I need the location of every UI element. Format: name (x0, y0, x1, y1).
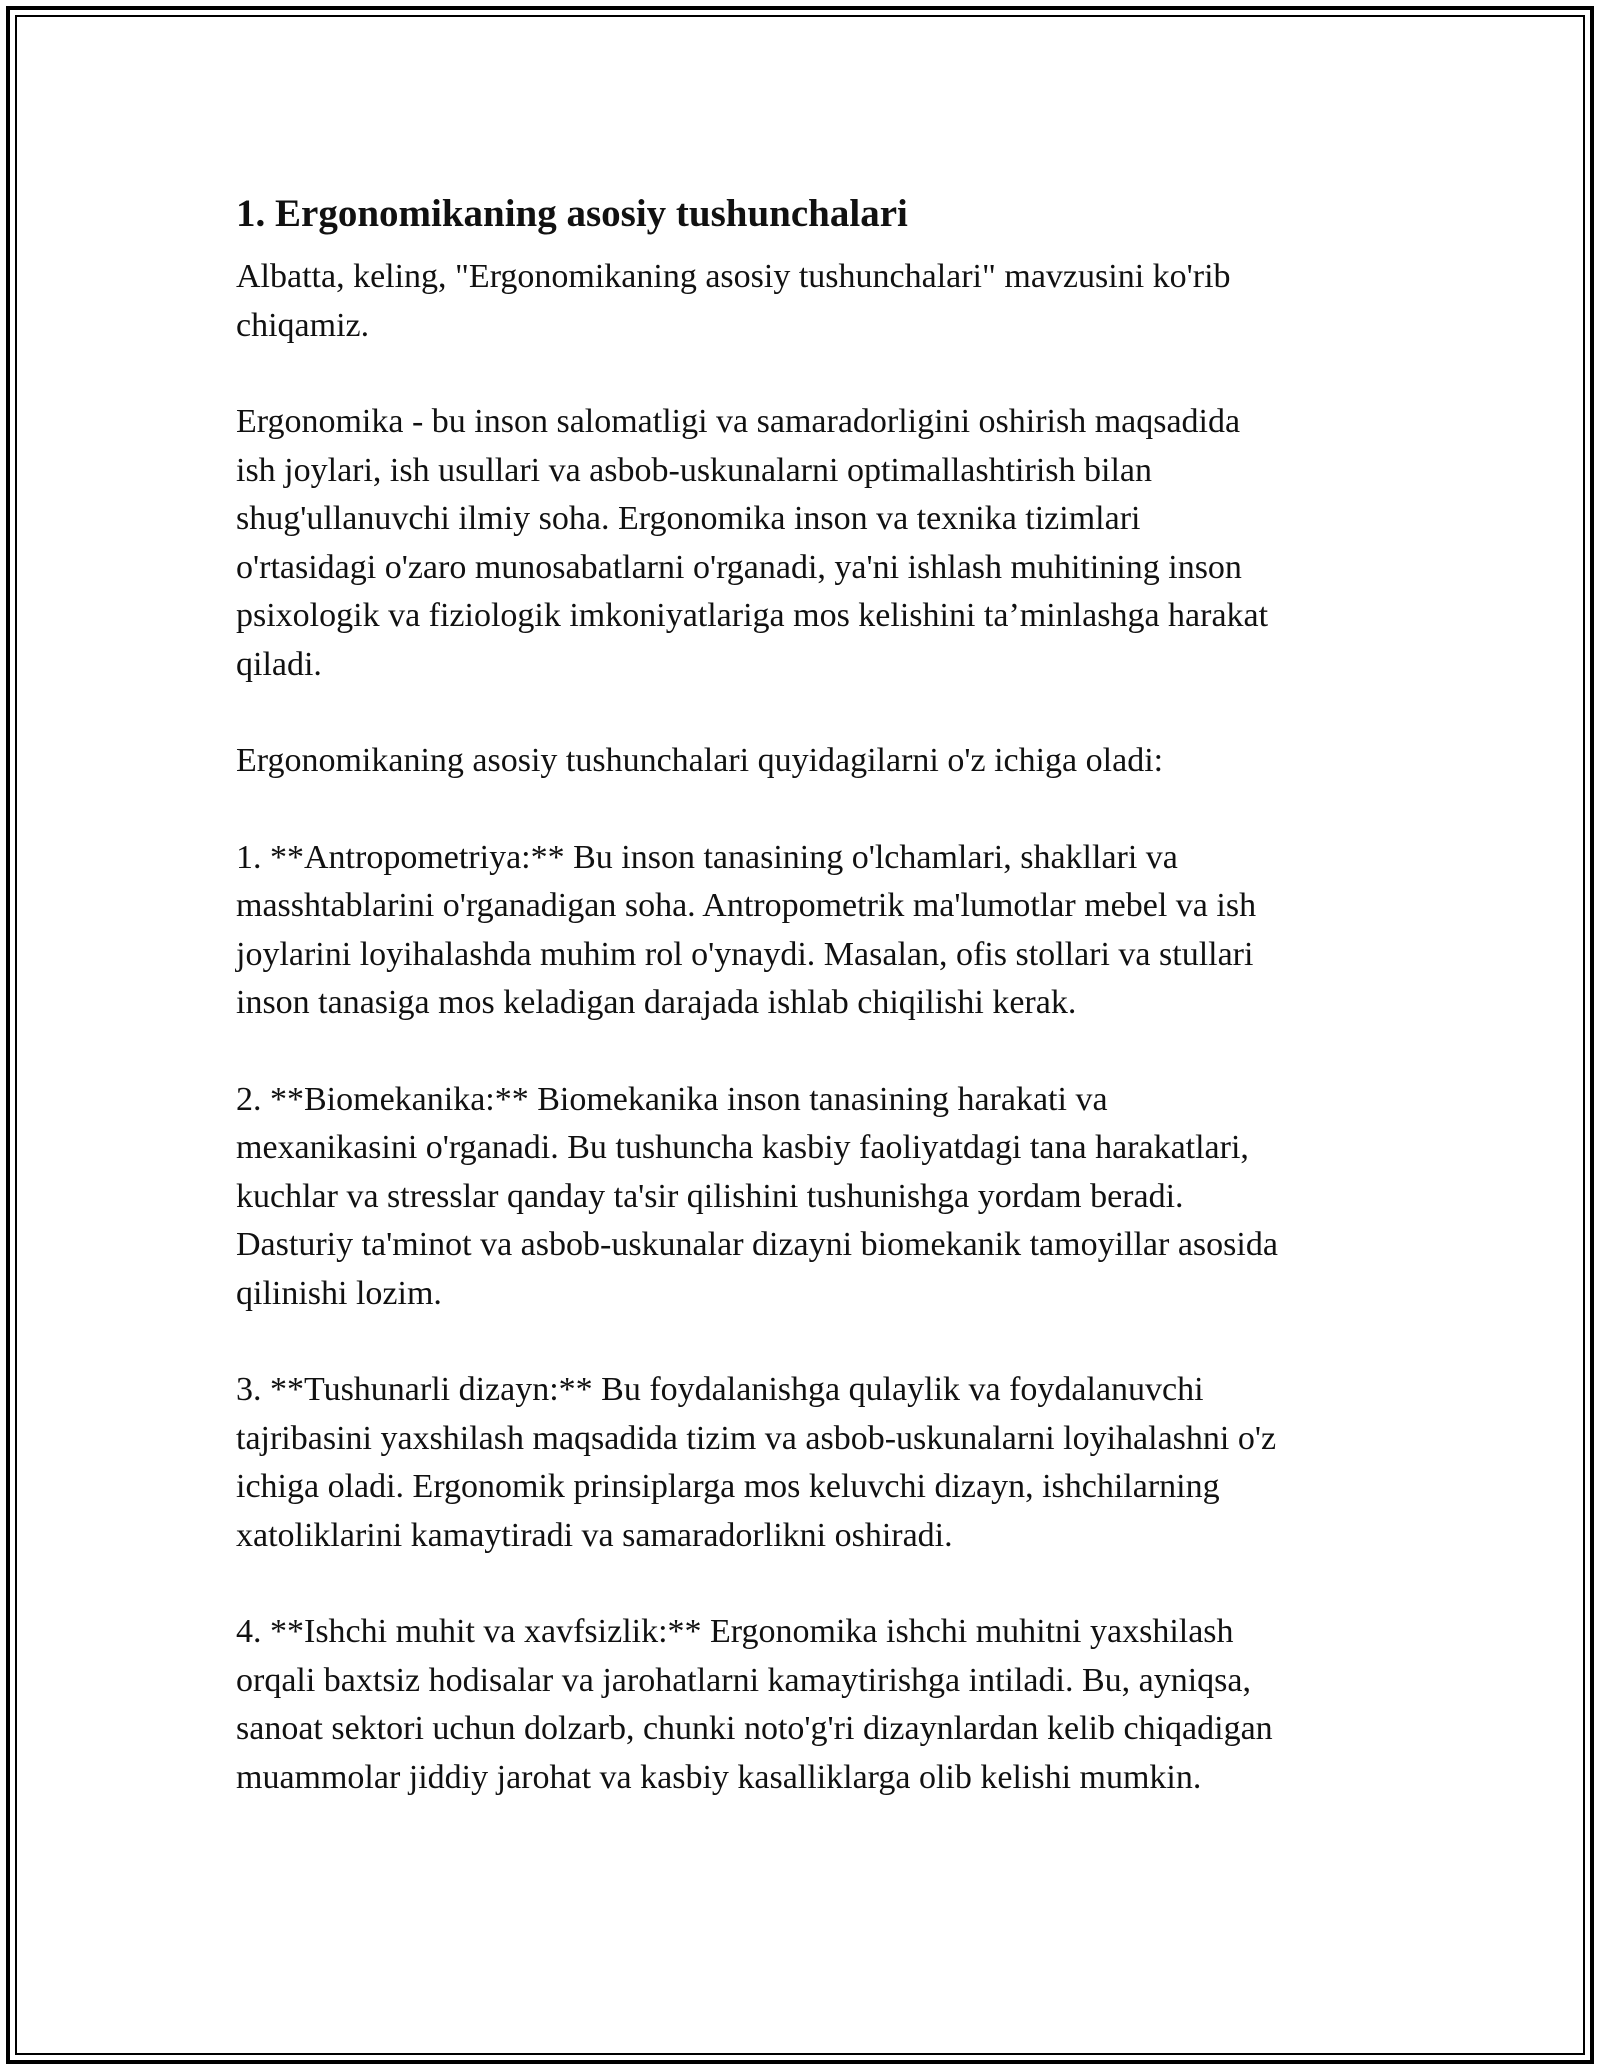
list-item-tushunarli-dizayn: 3. **Tushunarli dizayn:** Bu foydalanishga qulaylik va foydalanuvchi tajribasini yaxshilash maqsadida tizim va asbob-uskunalarni loyihalashni o'z ichiga oladi. Ergonomik prinsiplarga mos keluvchi dizayn, ishchilarning xatoliklarini kamaytiradi va samaradorlikni oshiradi. (236, 1371, 1277, 1554)
list-item-antropometriya: 1. **Antropometriya:** Bu inson tanasining o'lchamlari, shakllari va masshtablarini o'rganadigan soha. Antropometrik ma'lumotlar mebel va ish joylarini loyihalashda muhim rol o'ynaydi. Masalan, ofis stollari va stullari inson tanasiga mos keladigan darajada ishlab chiqilishi kerak. (236, 838, 1257, 1021)
definition-paragraph: Ergonomika - bu inson salomatligi va samaradorligini oshirish maqsadida ish joylari, ish usullari va asbob-uskunalarni optimallashtirish bilan shug'ullanuvchi ilmiy soha. Ergonomika inson va texnika tizimlari o'rtasidagi o'zaro munosabatlarni o'rganadi, ya'ni ishlash muhitining inson psixologik va fiziologik imkoniyatlariga mos kelishini ta’minlashga harakat qiladi. (236, 403, 1269, 683)
document-body (236, 185, 1366, 1850)
list-item-ishchi-muhit: 4. **Ishchi muhit va xavfsizlik:** Ergonomika ishchi muhitni yaxshilash orqali baxtsiz hodisalar va jarohatlarni kamaytirishga intiladi. Bu, ayniqsa, sanoat sektori uchun dolzarb, chunki noto'g'ri dizaynlardan kelib chiqadigan muammolar jiddiy jarohat va kasbiy kasalliklarga olib kelishi mumkin. (236, 1613, 1273, 1796)
document-title: 1. Ergonomikaning asosiy tushunchalari (236, 192, 908, 235)
concepts-lead-paragraph: Ergonomikaning asosiy tushunchalari quyidagilarni o'z ichiga oladi: (236, 742, 1164, 779)
list-item-biomekanika: 2. **Biomekanika:** Biomekanika inson tanasining harakati va mexanikasini o'rganadi. Bu tushuncha kasbiy faoliyatdagi tana harakatlari, kuchlar va stresslar qanday ta'sir qilishini tushunishga yordam beradi. Dasturiy ta'minot va asbob-uskunalar dizayni biomekanik tamoyillar asosida qilinishi lozim. (236, 1080, 1278, 1312)
intro-paragraph: Albatta, keling, "Ergonomikaning asosiy tushunchalari" mavzusini ko'rib chiqamiz. (236, 258, 1231, 344)
